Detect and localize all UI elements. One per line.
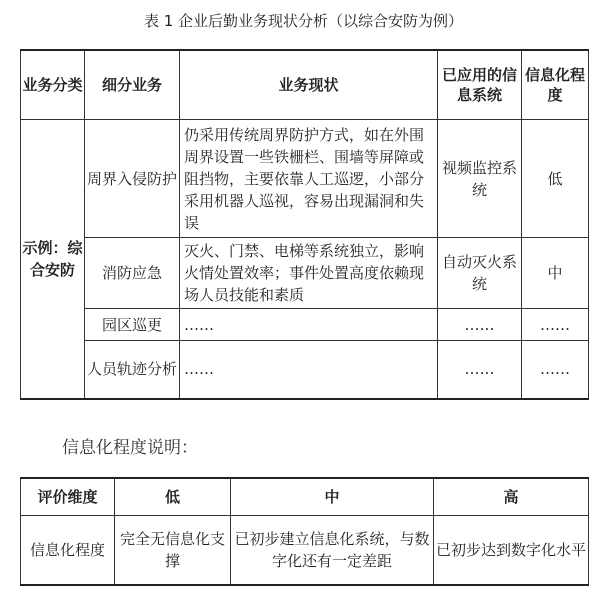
level-cell: 中 [522, 238, 589, 309]
table-header-row [21, 50, 589, 120]
table-row [21, 516, 589, 586]
business-status-table [20, 49, 589, 400]
table-row [21, 341, 589, 399]
mid-description-cell: 已初步建立信息化系统，与数字化还有一定差距 [231, 516, 434, 586]
header-status: 业务现状 [180, 50, 438, 120]
level-explanation-heading: 信息化程度说明： [62, 438, 198, 458]
status-cell: …… [180, 309, 438, 341]
category-cell: 示例：综合安防 [21, 120, 85, 399]
header-high: 高 [434, 478, 589, 516]
header-category: 业务分类 [21, 50, 85, 120]
level-cell: …… [522, 341, 589, 399]
header-subtask: 细分业务 [85, 50, 180, 120]
table-row [21, 309, 589, 341]
high-description-cell: 已初步达到数字化水平 [434, 516, 589, 586]
table-row [21, 120, 589, 238]
systems-cell: …… [438, 341, 522, 399]
status-cell: 灭火、门禁、电梯等系统独立，影响火情处置效率；事件处置高度依赖现场人员技能和素质 [180, 238, 438, 309]
header-mid: 中 [231, 478, 434, 516]
systems-cell: 视频监控系统 [438, 120, 522, 238]
header-low: 低 [115, 478, 231, 516]
level-cell: …… [522, 309, 589, 341]
header-systems: 已应用的信息系统 [438, 50, 522, 120]
level-cell: 低 [522, 120, 589, 238]
subtask-cell: 周界入侵防护 [85, 120, 180, 238]
level-explanation-table [20, 477, 589, 586]
subtask-cell: 消防应急 [85, 238, 180, 309]
subtask-cell: 人员轨迹分析 [85, 341, 180, 399]
header-dimension: 评价维度 [21, 478, 115, 516]
table-header-row [21, 478, 589, 516]
systems-cell: 自动灭火系统 [438, 238, 522, 309]
table-title: 表 1 企业后勤业务现状分析（以综合安防为例） [143, 12, 464, 30]
status-cell: …… [180, 341, 438, 399]
dimension-cell: 信息化程度 [21, 516, 115, 586]
status-cell: 仍采用传统周界防护方式，如在外围周界设置一些铁栅栏、围墙等屏障或阻挡物，主要依靠人工巡逻，小部分采用机器人巡视，容易出现漏洞和失误 [180, 120, 438, 238]
table-row [21, 238, 589, 309]
systems-cell: …… [438, 309, 522, 341]
low-description-cell: 完全无信息化支撑 [115, 516, 231, 586]
subtask-cell: 园区巡更 [85, 309, 180, 341]
header-level: 信息化程度 [522, 50, 589, 120]
